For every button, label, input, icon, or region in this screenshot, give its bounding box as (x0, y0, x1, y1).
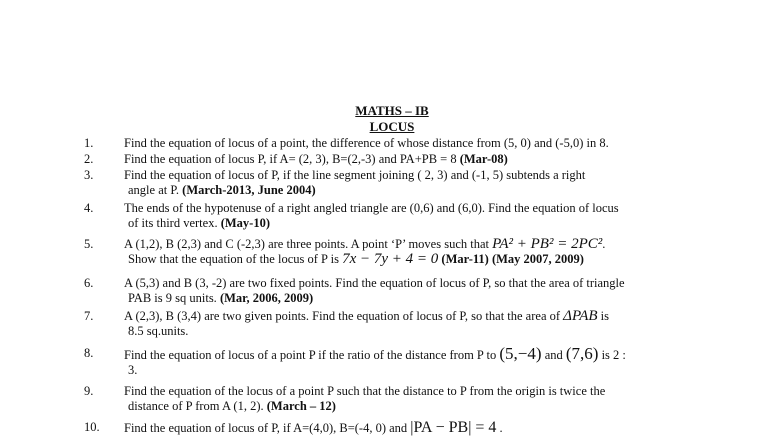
question-text: Find the equation of locus of a point, the difference of whose distance from (5, 0) and (-5,0) in 8. (124, 136, 609, 150)
exam-reference: (Mar, 2006, 2009) (219, 291, 314, 305)
question-text: Find the equation of locus of a point P if the ratio of the distance from P to (5,−4) and (7,6) is 2 : 3. (124, 344, 626, 377)
question-text: Find the equation of locus P, if A= (2, 3), B=(2,-3) and PA+PB = 8 (Mar-08) (124, 152, 508, 166)
question-text: Find the equation of locus of P, if A=(4,0), B=(-4, 0) and |PA − PB| = 4 . (124, 419, 503, 436)
question-text: Find the equation of locus of P, if the line segment joining ( 2, 3) and (-1, 5) subtends a right angle at P. (March-2013, June 2004) (124, 168, 586, 197)
exam-reference: (May-10) (220, 216, 270, 230)
equation: |PA − PB| = 4 (410, 419, 497, 436)
question-number: 10. (84, 420, 100, 434)
exam-reference: (Mar-08) (459, 152, 508, 166)
question-number: 1. (84, 136, 94, 150)
page-title: MATHS – IB (355, 103, 429, 118)
page-subtitle: LOCUS (369, 119, 415, 134)
question-text: A (5,3) and B (3, -2) are two fixed points. Find the equation of locus of P, so that the area of triangle PAB is 9 sq units. (Mar, 2006, 2009) (124, 276, 625, 305)
point-expression: (5,−4) (499, 344, 542, 363)
equation: 7x − 7y + 4 = 0 (342, 251, 439, 267)
equation: ΔPAB (563, 308, 598, 324)
exam-reference: (Mar-11) (May 2007, 2009) (441, 252, 584, 266)
question-number: 5. (84, 237, 94, 251)
exam-reference: (March – 12) (266, 399, 336, 413)
exam-reference: (March-2013, June 2004) (182, 183, 316, 197)
question-text: Find the equation of the locus of a point P such that the distance to P from the origin is twice the distance of P from A (1, 2). (March – 12) (124, 384, 606, 413)
question-text: A (1,2), B (2,3) and C (-2,3) are three points. A point ‘P’ moves such that PA² + PB² = 2PC². Show that the equation of the locus of P is 7x − 7y + 4 = 0 (Mar-11) (May 2007, 2009) (124, 236, 606, 267)
question-number: 3. (84, 168, 94, 182)
question-text: A (2,3), B (3,4) are two given points. Find the equation of locus of P, so that the area of ΔPAB is 8.5 sq.units. (124, 308, 609, 338)
equation: PA² + PB² = 2PC² (492, 236, 603, 252)
question-number: 4. (84, 201, 94, 215)
question-number: 2. (84, 152, 94, 166)
question-number: 7. (84, 309, 94, 323)
question-number: 6. (84, 276, 94, 290)
question-text: The ends of the hypotenuse of a right angled triangle are (0,6) and (6,0). Find the equation of locus of its third vertex. (May-10) (124, 201, 619, 230)
point-expression: (7,6) (565, 344, 599, 363)
question-number: 8. (84, 346, 94, 360)
question-number: 9. (84, 384, 94, 398)
